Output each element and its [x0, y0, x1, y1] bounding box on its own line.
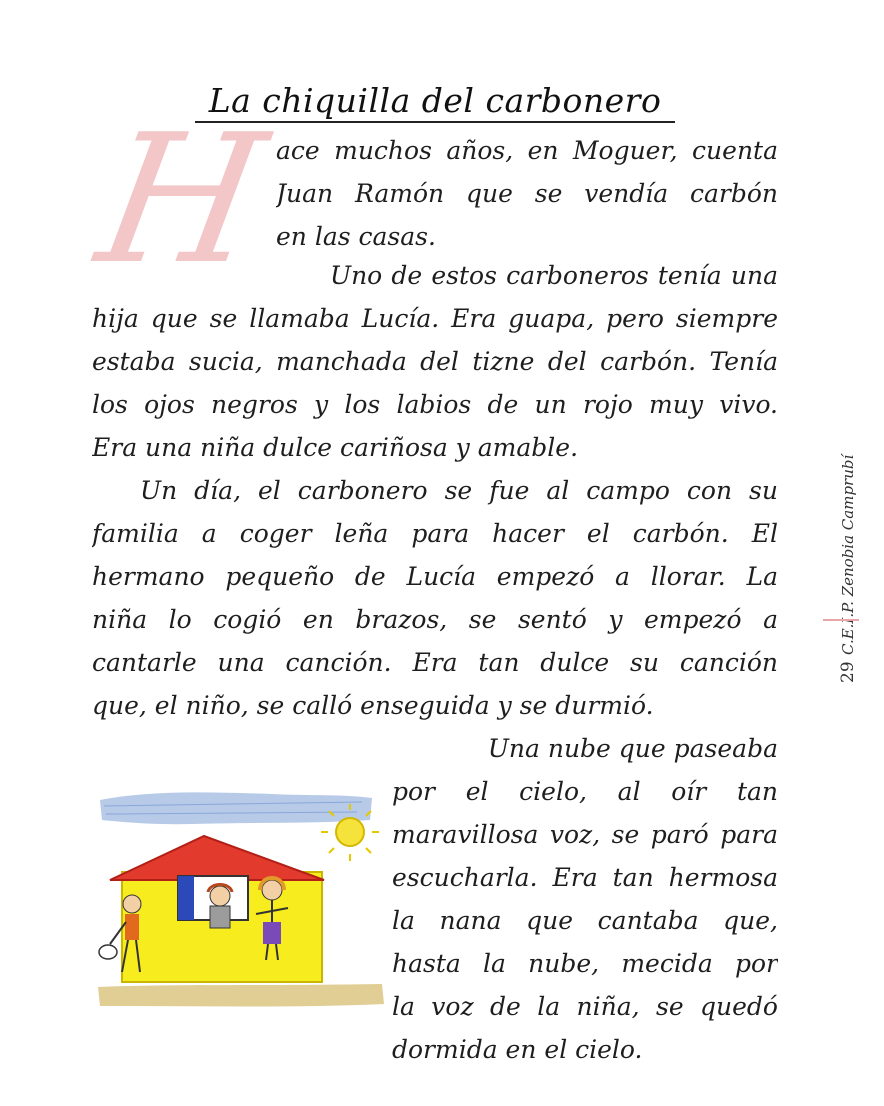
- text-line: hija que se llamaba Lucía. Era guapa, pero siempre: [92, 304, 778, 333]
- girl-skirt: [263, 922, 281, 944]
- text-line: estaba sucia, manchada del tizne del carbón. Tenía: [92, 347, 778, 376]
- text-line: niña lo cogió en brazos, se sentó y empezó a: [92, 605, 778, 634]
- text-line: Una nube que paseaba: [487, 734, 778, 763]
- side-margin: [815, 405, 875, 705]
- text-line: la nana que cantaba que,: [392, 906, 778, 935]
- text-line: que, el niño, se calló enseguida y se durmió.: [92, 691, 654, 720]
- basket-icon: [99, 945, 117, 959]
- man-head: [123, 895, 141, 913]
- text-line: escucharla. Era tan hermosa: [392, 863, 778, 892]
- text-line: en las casas.: [276, 222, 436, 251]
- man-body: [125, 914, 139, 940]
- text-line: los ojos negros y los labios de un rojo muy vivo.: [92, 390, 778, 419]
- text-line: dormida en el cielo.: [392, 1035, 643, 1064]
- page-number: 29: [838, 661, 858, 683]
- text-line: cantarle una canción. Era tan dulce su canción: [92, 648, 778, 677]
- text-line: familia a coger leña para hacer el carbón. El: [92, 519, 778, 548]
- school-label: C.E.I.P. Zenobia Camprubí: [839, 454, 857, 655]
- text-line: maravillosa voz, se paró para: [392, 820, 778, 849]
- text-line: la voz de la niña, se quedó: [392, 992, 778, 1021]
- text-line: hasta la nube, mecida por: [392, 949, 778, 978]
- child-drawing-house-illustration: [92, 772, 392, 1022]
- text-line: Era una niña dulce cariñosa y amable.: [92, 433, 579, 462]
- story-title: La chiquilla del carbonero: [208, 81, 662, 120]
- blue-sky-scribble: [100, 792, 372, 824]
- text-line: hermano pequeño de Lucía empezó a llorar. La: [92, 562, 778, 591]
- sun-icon: [336, 818, 364, 846]
- text-line: Uno de estos carboneros tenía una: [330, 261, 778, 290]
- text-line: Juan Ramón que se vendía carbón: [276, 179, 778, 208]
- child-body: [210, 906, 230, 928]
- text-line: Un día, el carbonero se fue al campo con su: [140, 476, 778, 505]
- window-curtain: [178, 876, 194, 920]
- child-head: [210, 886, 230, 906]
- girl-head: [262, 880, 282, 900]
- ground-strip: [98, 984, 384, 1007]
- drop-cap-letter: H: [85, 96, 278, 303]
- house-roof: [110, 836, 324, 880]
- text-line: por el cielo, al oír tan: [392, 777, 778, 806]
- text-line: ace muchos años, en Moguer, cuenta: [276, 136, 778, 165]
